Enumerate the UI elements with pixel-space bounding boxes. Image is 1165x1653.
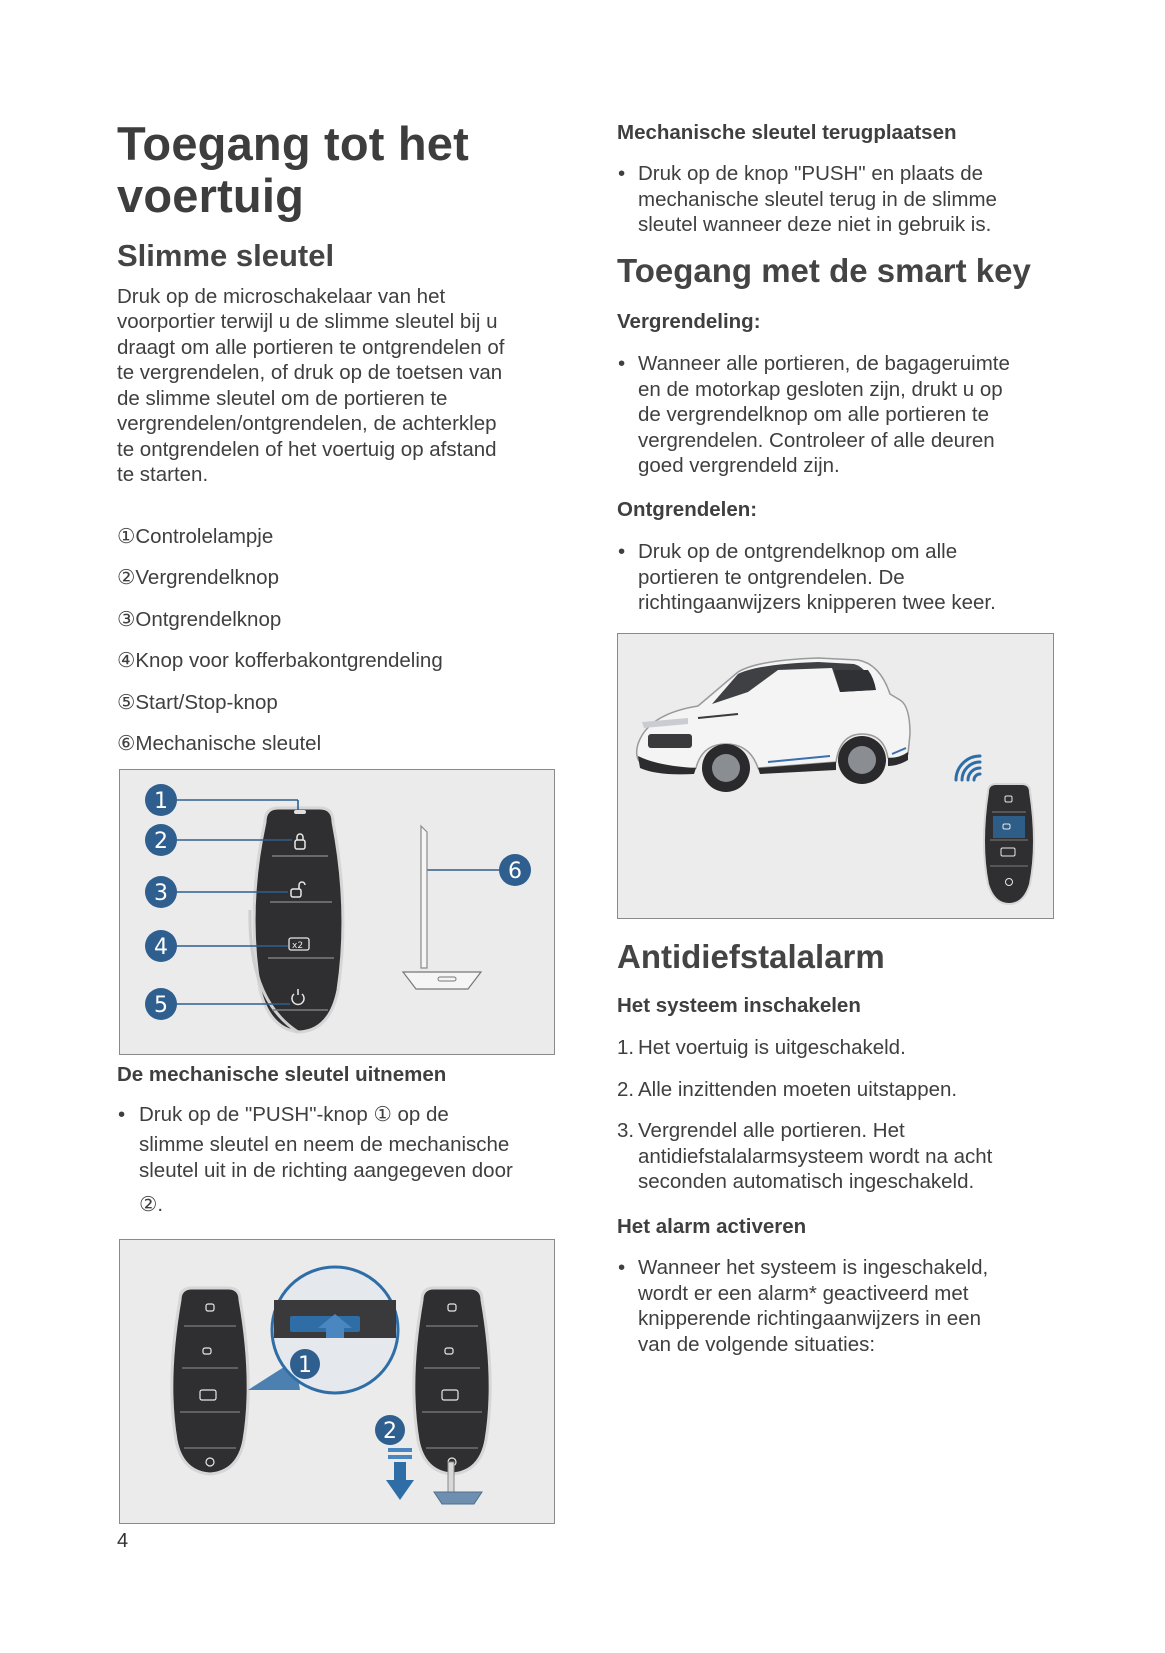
legend-item-unlock-button: ③Ontgrendelknop [117, 608, 282, 631]
trigger-line: knipperende richtingaanwijzers in een [638, 1307, 982, 1330]
step-line: Het voertuig is uitgeschakeld. [638, 1036, 906, 1059]
trunk-x2-label: x2 [292, 941, 304, 951]
bullet-dot: • [618, 540, 626, 563]
callout-3: 3 [154, 881, 168, 906]
arm-heading: Het systeem inschakelen [617, 994, 861, 1017]
intro-line: draagt om alle portieren te ontgrendelen of [117, 336, 505, 359]
intro-line: Druk op de microschakelaar van het [117, 285, 446, 308]
bullet-dot: • [618, 352, 626, 375]
remove-line: ②. [139, 1193, 164, 1216]
trigger-line: wordt er een alarm* geactiveerd met [638, 1282, 969, 1305]
car-remote-illustration [617, 633, 1054, 919]
trigger-line: van de volgende situaties: [638, 1333, 876, 1356]
callout-5: 5 [154, 993, 168, 1018]
car-illustration [637, 658, 910, 792]
smart-key-diagram [119, 769, 555, 1055]
legend-item-start-stop: ⑤Start/Stop-knop [117, 691, 278, 714]
remove-line: slimme sleutel en neem de mechanische [139, 1133, 510, 1156]
callout-2: 2 [383, 1419, 397, 1444]
page-number: 4 [117, 1530, 129, 1552]
replace-line: mechanische sleutel terug in de slimme [638, 188, 997, 211]
lock-heading: Vergrendeling: [617, 310, 761, 333]
section-title-smart-key: Slimme sleutel [117, 238, 335, 273]
replace-line: Druk op de knop "PUSH" en plaats de [638, 162, 984, 185]
legend-item-trunk-button: ④Knop voor kofferbakontgrendeling [117, 649, 443, 672]
callout-6: 6 [508, 859, 522, 884]
step-line: seconden automatisch ingeschakeld. [638, 1170, 975, 1193]
step-number: 2. [617, 1078, 635, 1101]
unlock-line: richtingaanwijzers knipperen twee keer. [638, 591, 996, 614]
trigger-line: Wanneer het systeem is ingeschakeld, [638, 1256, 989, 1279]
legend-item-lock-button: ②Vergrendelknop [117, 566, 279, 589]
legend-item-mechanical-key: ⑥Mechanische sleutel [117, 732, 322, 755]
lock-line: goed vergrendeld zijn. [638, 454, 840, 477]
unlock-heading: Ontgrendelen: [617, 498, 758, 521]
remove-line: Druk op de "PUSH"-knop ① op de [139, 1103, 449, 1126]
unlock-line: Druk op de ontgrendelknop om alle [638, 540, 958, 563]
key-fob-illustration [250, 808, 343, 1032]
step-number: 1. [617, 1036, 635, 1059]
step-line: Vergrendel alle portieren. Het [638, 1119, 905, 1142]
unlock-line: portieren te ontgrendelen. De [638, 566, 905, 589]
arrow-down-icon [386, 1448, 414, 1500]
intro-line: de slimme sleutel om de portieren te [117, 387, 448, 410]
lock-line: Wanneer alle portieren, de bagageruimte [638, 352, 1010, 375]
remove-key-heading: De mechanische sleutel uitnemen [117, 1063, 447, 1086]
bullet-dot: • [618, 162, 626, 185]
lock-line: vergrendelen. Controleer of alle deuren [638, 429, 995, 452]
intro-line: vergrendelen/ontgrendelen, de achterklep [117, 412, 497, 435]
callout-2: 2 [154, 829, 168, 854]
lock-line: en de motorkap gesloten zijn, drukt u op [638, 378, 1003, 401]
key-fob-left [172, 1288, 248, 1474]
section-title-smart-key-access: Toegang met de smart key [617, 252, 1031, 289]
section-title-alarm: Antidiefstalalarm [617, 938, 885, 975]
replace-key-heading: Mechanische sleutel terugplaatsen [617, 121, 957, 144]
intro-line: voorportier terwijl u de slimme sleutel bij u [117, 310, 498, 333]
page-title: Toegang tot het voertuig [117, 117, 469, 222]
legend-item-indicator: ①Controlelampje [117, 525, 274, 548]
key-fob-right [414, 1288, 490, 1474]
callout-4: 4 [154, 935, 168, 960]
intro-line: te ontgrendelen of het voertuig op afstand [117, 438, 497, 461]
remove-line: sleutel uit in de richting aangegeven door [139, 1159, 513, 1182]
step-line: Alle inzittenden moeten uitstappen. [638, 1078, 958, 1101]
wireless-signal-icon [956, 756, 980, 780]
intro-line: te vergrendelen, of druk op de toetsen van [117, 361, 503, 384]
zoom-detail [272, 1267, 398, 1393]
callout-1: 1 [154, 789, 168, 814]
step-line: antidiefstalalarmsysteem wordt na acht [638, 1145, 993, 1168]
key-removal-diagram [119, 1239, 555, 1524]
replace-line: sleutel wanneer deze niet in gebruik is. [638, 213, 992, 236]
lock-line: de vergrendelknop om alle portieren te [638, 403, 989, 426]
remote-key [984, 784, 1034, 904]
bullet-dot: • [618, 1256, 626, 1279]
mechanical-key-illustration [403, 826, 481, 989]
step-number: 3. [617, 1119, 635, 1142]
bullet-dot: • [118, 1103, 126, 1126]
intro-line: te starten. [117, 463, 209, 486]
trigger-heading: Het alarm activeren [617, 1215, 807, 1238]
callout-1: 1 [298, 1353, 312, 1378]
